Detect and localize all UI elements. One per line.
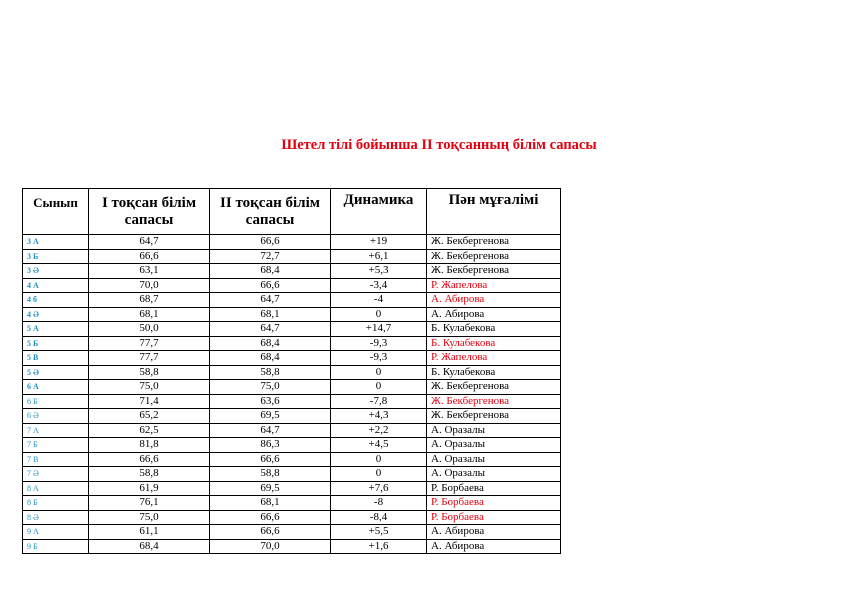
header-dynamics: Динамика: [331, 189, 427, 235]
q1-quality-cell: 71,4: [89, 394, 210, 409]
teacher-cell: Р. Борбаева: [427, 510, 561, 525]
dynamics-cell: +5,5: [331, 525, 427, 540]
q2-quality-cell: 68,4: [210, 264, 331, 279]
q1-quality-cell: 62,5: [89, 423, 210, 438]
class-cell: 5 Ә: [23, 365, 89, 380]
dynamics-cell: +4,3: [331, 409, 427, 424]
q1-quality-cell: 61,1: [89, 525, 210, 540]
q1-quality-cell: 58,8: [89, 365, 210, 380]
q1-quality-cell: 81,8: [89, 438, 210, 453]
class-cell: 4 А: [23, 278, 89, 293]
class-cell: 3 А: [23, 235, 89, 250]
table-row: [23, 249, 561, 264]
q1-quality-cell: 76,1: [89, 496, 210, 511]
q1-quality-cell: 66,6: [89, 452, 210, 467]
teacher-cell: А. Абирова: [427, 525, 561, 540]
table-row: [23, 525, 561, 540]
class-cell: 9 Б: [23, 539, 89, 554]
dynamics-cell: 0: [331, 380, 427, 395]
table-row: [23, 438, 561, 453]
dynamics-cell: +7,6: [331, 481, 427, 496]
q2-quality-cell: 86,3: [210, 438, 331, 453]
dynamics-cell: +1,6: [331, 539, 427, 554]
class-cell: 6 А: [23, 380, 89, 395]
table-row: [23, 380, 561, 395]
class-cell: 6 Ә: [23, 409, 89, 424]
q2-quality-cell: 64,7: [210, 293, 331, 308]
class-cell: 9 А: [23, 525, 89, 540]
class-cell: 3 Ә: [23, 264, 89, 279]
q1-quality-cell: 77,7: [89, 336, 210, 351]
q2-quality-cell: 69,5: [210, 481, 331, 496]
dynamics-cell: -8,4: [331, 510, 427, 525]
dynamics-cell: -9,3: [331, 351, 427, 366]
q2-quality-cell: 70,0: [210, 539, 331, 554]
header-class: Сынып: [23, 189, 89, 235]
dynamics-cell: -4: [331, 293, 427, 308]
teacher-cell: Ж. Бекбергенова: [427, 380, 561, 395]
teacher-cell: Ж. Бекбергенова: [427, 264, 561, 279]
q2-quality-cell: 68,4: [210, 351, 331, 366]
class-cell: 7 А: [23, 423, 89, 438]
table-header-row: [23, 189, 561, 235]
teacher-cell: А. Оразалы: [427, 438, 561, 453]
table-row: [23, 452, 561, 467]
teacher-cell: А. Оразалы: [427, 467, 561, 482]
q2-quality-cell: 66,6: [210, 235, 331, 250]
grades-table: [22, 188, 561, 554]
dynamics-cell: -9,3: [331, 336, 427, 351]
q2-quality-cell: 66,6: [210, 452, 331, 467]
teacher-cell: Ж. Бекбергенова: [427, 249, 561, 264]
q1-quality-cell: 68,4: [89, 539, 210, 554]
teacher-cell: А. Абирова: [427, 293, 561, 308]
q1-quality-cell: 68,7: [89, 293, 210, 308]
teacher-cell: Б. Кулабекова: [427, 365, 561, 380]
q1-quality-cell: 68,1: [89, 307, 210, 322]
q2-quality-cell: 66,6: [210, 510, 331, 525]
header-q2-quality: ІІ тоқсан білім сапасы: [210, 189, 331, 235]
q1-quality-cell: 58,8: [89, 467, 210, 482]
class-cell: 8 Ә: [23, 510, 89, 525]
header-teacher: Пән мұғалімі: [427, 189, 561, 235]
q2-quality-cell: 68,4: [210, 336, 331, 351]
q2-quality-cell: 69,5: [210, 409, 331, 424]
table-row: [23, 467, 561, 482]
q1-quality-cell: 64,7: [89, 235, 210, 250]
teacher-cell: Р. Жапелова: [427, 351, 561, 366]
q2-quality-cell: 64,7: [210, 322, 331, 337]
class-cell: 7 В: [23, 452, 89, 467]
q1-quality-cell: 63,1: [89, 264, 210, 279]
q2-quality-cell: 63,6: [210, 394, 331, 409]
q2-quality-cell: 58,8: [210, 467, 331, 482]
q1-quality-cell: 66,6: [89, 249, 210, 264]
table-row: [23, 322, 561, 337]
table-row: [23, 394, 561, 409]
dynamics-cell: -8: [331, 496, 427, 511]
teacher-cell: Р. Борбаева: [427, 481, 561, 496]
table-row: [23, 293, 561, 308]
dynamics-cell: +4,5: [331, 438, 427, 453]
dynamics-cell: 0: [331, 452, 427, 467]
q2-quality-cell: 68,1: [210, 496, 331, 511]
teacher-cell: А. Абирова: [427, 307, 561, 322]
dynamics-cell: +6,1: [331, 249, 427, 264]
q1-quality-cell: 75,0: [89, 510, 210, 525]
table-row: [23, 278, 561, 293]
table-body: [23, 235, 561, 554]
class-cell: 5 А: [23, 322, 89, 337]
q1-quality-cell: 70,0: [89, 278, 210, 293]
dynamics-cell: 0: [331, 467, 427, 482]
q1-quality-cell: 77,7: [89, 351, 210, 366]
teacher-cell: А. Оразалы: [427, 452, 561, 467]
dynamics-cell: -3,4: [331, 278, 427, 293]
class-cell: 6 Б: [23, 394, 89, 409]
class-cell: 8 А: [23, 481, 89, 496]
table-row: [23, 423, 561, 438]
q1-quality-cell: 75,0: [89, 380, 210, 395]
q1-quality-cell: 61,9: [89, 481, 210, 496]
table-row: [23, 510, 561, 525]
teacher-cell: Ж. Бекбергенова: [427, 394, 561, 409]
dynamics-cell: +2,2: [331, 423, 427, 438]
q2-quality-cell: 64,7: [210, 423, 331, 438]
table-row: [23, 307, 561, 322]
q2-quality-cell: 58,8: [210, 365, 331, 380]
table-row: [23, 365, 561, 380]
teacher-cell: Ж. Бекбергенова: [427, 235, 561, 250]
q1-quality-cell: 50,0: [89, 322, 210, 337]
table-row: [23, 539, 561, 554]
dynamics-cell: 0: [331, 307, 427, 322]
teacher-cell: Б. Кулабекова: [427, 322, 561, 337]
dynamics-cell: 0: [331, 365, 427, 380]
class-cell: 4 б: [23, 293, 89, 308]
dynamics-cell: +19: [331, 235, 427, 250]
table-row: [23, 351, 561, 366]
q1-quality-cell: 65,2: [89, 409, 210, 424]
table-row: [23, 481, 561, 496]
q2-quality-cell: 66,6: [210, 525, 331, 540]
dynamics-cell: +14,7: [331, 322, 427, 337]
teacher-cell: А. Абирова: [427, 539, 561, 554]
dynamics-cell: +5,3: [331, 264, 427, 279]
q2-quality-cell: 66,6: [210, 278, 331, 293]
class-cell: 5 Б: [23, 336, 89, 351]
teacher-cell: Б. Кулабекова: [427, 336, 561, 351]
teacher-cell: А. Оразалы: [427, 423, 561, 438]
class-cell: 4 Ә: [23, 307, 89, 322]
teacher-cell: Р. Борбаева: [427, 496, 561, 511]
q2-quality-cell: 72,7: [210, 249, 331, 264]
class-cell: 5 В: [23, 351, 89, 366]
class-cell: 7 Б: [23, 438, 89, 453]
q2-quality-cell: 68,1: [210, 307, 331, 322]
page-title: Шетел тілі бойынша ІІ тоқсанның білім сапасы: [281, 137, 597, 153]
q2-quality-cell: 75,0: [210, 380, 331, 395]
table-row: [23, 496, 561, 511]
class-cell: 3 Б: [23, 249, 89, 264]
teacher-cell: Р. Жапелова: [427, 278, 561, 293]
teacher-cell: Ж. Бекбергенова: [427, 409, 561, 424]
table-row: [23, 336, 561, 351]
table-row: [23, 264, 561, 279]
class-cell: 7 Ә: [23, 467, 89, 482]
table-row: [23, 235, 561, 250]
class-cell: 8 Б: [23, 496, 89, 511]
dynamics-cell: -7,8: [331, 394, 427, 409]
table-row: [23, 409, 561, 424]
header-q1-quality: І тоқсан білім сапасы: [89, 189, 210, 235]
